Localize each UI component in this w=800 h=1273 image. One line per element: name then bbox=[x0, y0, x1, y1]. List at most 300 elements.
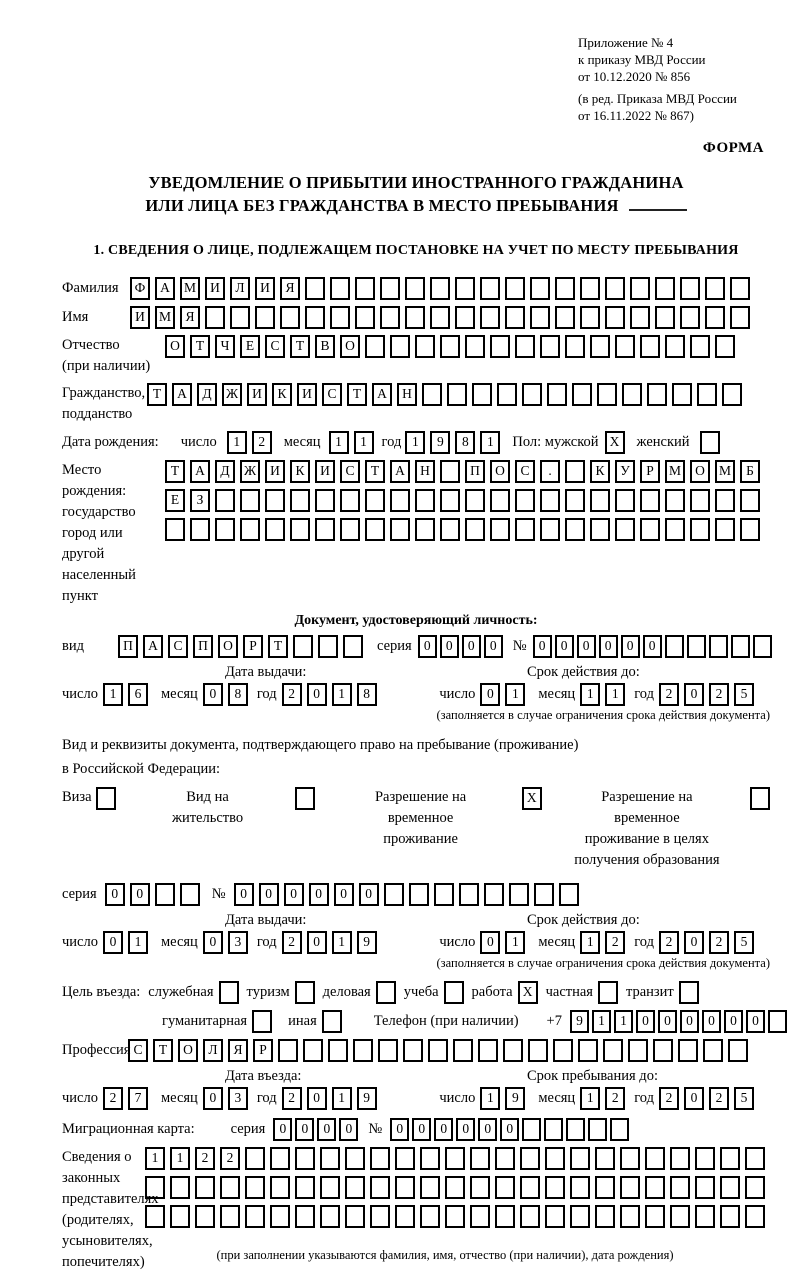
form-cell[interactable]: Р bbox=[243, 635, 263, 658]
form-cell[interactable] bbox=[328, 1039, 348, 1062]
form-cell[interactable] bbox=[645, 1147, 665, 1170]
form-cell[interactable] bbox=[565, 460, 585, 483]
form-cell[interactable]: 0 bbox=[273, 1118, 292, 1141]
form-cell[interactable]: 0 bbox=[555, 635, 574, 658]
form-cell[interactable] bbox=[534, 883, 554, 906]
form-cell[interactable]: К bbox=[290, 460, 310, 483]
form-cell[interactable]: П bbox=[118, 635, 138, 658]
form-cell[interactable]: 9 bbox=[357, 931, 377, 954]
form-cell[interactable]: О bbox=[690, 460, 710, 483]
form-cell[interactable] bbox=[768, 1010, 787, 1033]
form-cell[interactable] bbox=[205, 306, 225, 329]
form-cell[interactable]: 9 bbox=[430, 431, 450, 454]
form-cell[interactable] bbox=[440, 335, 460, 358]
form-cell[interactable] bbox=[395, 1147, 415, 1170]
form-cell[interactable]: К bbox=[590, 460, 610, 483]
form-cell[interactable]: 0 bbox=[390, 1118, 409, 1141]
form-cell[interactable]: 1 bbox=[145, 1147, 165, 1170]
form-cell[interactable] bbox=[580, 306, 600, 329]
form-cell[interactable]: С bbox=[128, 1039, 148, 1062]
form-cell[interactable] bbox=[680, 306, 700, 329]
form-cell[interactable]: 2 bbox=[709, 931, 729, 954]
form-cell[interactable]: К bbox=[272, 383, 292, 406]
form-cell[interactable]: 0 bbox=[130, 883, 150, 906]
form-cell[interactable] bbox=[745, 1147, 765, 1170]
form-cell[interactable] bbox=[220, 1176, 240, 1199]
form-cell[interactable]: 9 bbox=[570, 1010, 589, 1033]
form-cell[interactable] bbox=[295, 787, 315, 810]
form-cell[interactable] bbox=[670, 1147, 690, 1170]
form-cell[interactable] bbox=[293, 635, 313, 658]
form-cell[interactable] bbox=[384, 883, 404, 906]
form-cell[interactable] bbox=[515, 489, 535, 512]
form-cell[interactable]: Н bbox=[415, 460, 435, 483]
form-cell[interactable]: Д bbox=[215, 460, 235, 483]
form-cell[interactable] bbox=[345, 1205, 365, 1228]
form-cell[interactable]: 5 bbox=[734, 683, 754, 706]
form-cell[interactable] bbox=[190, 518, 210, 541]
form-cell[interactable] bbox=[590, 518, 610, 541]
form-cell[interactable] bbox=[640, 518, 660, 541]
form-cell[interactable] bbox=[615, 518, 635, 541]
form-cell[interactable] bbox=[295, 1205, 315, 1228]
form-cell[interactable]: X bbox=[522, 787, 542, 810]
form-cell[interactable]: И bbox=[315, 460, 335, 483]
form-cell[interactable] bbox=[570, 1205, 590, 1228]
form-cell[interactable] bbox=[605, 277, 625, 300]
form-cell[interactable]: X bbox=[605, 431, 625, 454]
form-cell[interactable] bbox=[703, 1039, 723, 1062]
form-cell[interactable] bbox=[445, 1205, 465, 1228]
form-cell[interactable] bbox=[603, 1039, 623, 1062]
form-cell[interactable]: И bbox=[247, 383, 267, 406]
form-cell[interactable]: 0 bbox=[284, 883, 304, 906]
form-cell[interactable]: 1 bbox=[505, 683, 525, 706]
form-cell[interactable]: В bbox=[315, 335, 335, 358]
form-cell[interactable] bbox=[330, 277, 350, 300]
form-cell[interactable] bbox=[645, 1176, 665, 1199]
form-cell[interactable]: Я bbox=[180, 306, 200, 329]
form-cell[interactable] bbox=[230, 306, 250, 329]
form-cell[interactable] bbox=[578, 1039, 598, 1062]
form-cell[interactable]: С bbox=[340, 460, 360, 483]
form-cell[interactable]: 0 bbox=[599, 635, 618, 658]
form-cell[interactable] bbox=[270, 1147, 290, 1170]
form-cell[interactable] bbox=[420, 1176, 440, 1199]
form-cell[interactable] bbox=[480, 306, 500, 329]
form-cell[interactable] bbox=[415, 489, 435, 512]
form-cell[interactable] bbox=[565, 518, 585, 541]
form-cell[interactable]: X bbox=[518, 981, 538, 1004]
form-cell[interactable]: 0 bbox=[440, 635, 459, 658]
form-cell[interactable]: 9 bbox=[357, 1087, 377, 1110]
form-cell[interactable]: О bbox=[165, 335, 185, 358]
form-cell[interactable] bbox=[330, 306, 350, 329]
form-cell[interactable] bbox=[390, 489, 410, 512]
form-cell[interactable]: Н bbox=[397, 383, 417, 406]
form-cell[interactable]: 0 bbox=[658, 1010, 677, 1033]
form-cell[interactable] bbox=[415, 335, 435, 358]
form-cell[interactable]: 5 bbox=[734, 931, 754, 954]
form-cell[interactable] bbox=[530, 277, 550, 300]
form-cell[interactable]: Л bbox=[230, 277, 250, 300]
form-cell[interactable]: 0 bbox=[105, 883, 125, 906]
form-cell[interactable]: 6 bbox=[128, 683, 148, 706]
form-cell[interactable] bbox=[728, 1039, 748, 1062]
form-cell[interactable]: 8 bbox=[357, 683, 377, 706]
form-cell[interactable]: 2 bbox=[282, 1087, 302, 1110]
form-cell[interactable] bbox=[595, 1147, 615, 1170]
form-cell[interactable]: 0 bbox=[309, 883, 329, 906]
form-cell[interactable] bbox=[422, 383, 442, 406]
form-cell[interactable]: 1 bbox=[480, 431, 500, 454]
form-cell[interactable]: 2 bbox=[659, 683, 679, 706]
form-cell[interactable]: 0 bbox=[684, 931, 704, 954]
form-cell[interactable]: 0 bbox=[480, 931, 500, 954]
form-cell[interactable] bbox=[610, 1118, 629, 1141]
form-cell[interactable] bbox=[590, 335, 610, 358]
form-cell[interactable] bbox=[505, 306, 525, 329]
form-cell[interactable]: 0 bbox=[484, 635, 503, 658]
form-cell[interactable] bbox=[565, 489, 585, 512]
form-cell[interactable] bbox=[522, 383, 542, 406]
form-cell[interactable] bbox=[459, 883, 479, 906]
form-cell[interactable] bbox=[545, 1205, 565, 1228]
form-cell[interactable]: И bbox=[255, 277, 275, 300]
form-cell[interactable] bbox=[320, 1205, 340, 1228]
form-cell[interactable] bbox=[355, 277, 375, 300]
form-cell[interactable]: С bbox=[168, 635, 188, 658]
form-cell[interactable] bbox=[715, 335, 735, 358]
form-cell[interactable]: 0 bbox=[307, 683, 327, 706]
form-cell[interactable] bbox=[145, 1176, 165, 1199]
form-cell[interactable]: 0 bbox=[456, 1118, 475, 1141]
form-cell[interactable] bbox=[270, 1205, 290, 1228]
form-cell[interactable] bbox=[470, 1176, 490, 1199]
form-cell[interactable] bbox=[715, 518, 735, 541]
form-cell[interactable] bbox=[370, 1176, 390, 1199]
form-cell[interactable]: Ж bbox=[240, 460, 260, 483]
form-cell[interactable] bbox=[490, 335, 510, 358]
form-cell[interactable] bbox=[590, 489, 610, 512]
form-cell[interactable] bbox=[665, 518, 685, 541]
form-cell[interactable] bbox=[340, 518, 360, 541]
form-cell[interactable]: 1 bbox=[592, 1010, 611, 1033]
form-cell[interactable] bbox=[497, 383, 517, 406]
form-cell[interactable] bbox=[365, 489, 385, 512]
form-cell[interactable] bbox=[318, 635, 338, 658]
form-cell[interactable]: 0 bbox=[203, 683, 223, 706]
form-cell[interactable] bbox=[453, 1039, 473, 1062]
form-cell[interactable] bbox=[255, 306, 275, 329]
form-cell[interactable] bbox=[365, 518, 385, 541]
form-cell[interactable] bbox=[715, 489, 735, 512]
form-cell[interactable] bbox=[252, 1010, 272, 1033]
form-cell[interactable]: А bbox=[372, 383, 392, 406]
form-cell[interactable] bbox=[540, 489, 560, 512]
form-cell[interactable] bbox=[620, 1205, 640, 1228]
form-cell[interactable]: 0 bbox=[621, 635, 640, 658]
form-cell[interactable] bbox=[570, 1176, 590, 1199]
form-cell[interactable] bbox=[245, 1205, 265, 1228]
form-cell[interactable] bbox=[395, 1205, 415, 1228]
form-cell[interactable] bbox=[240, 518, 260, 541]
form-cell[interactable]: 5 bbox=[734, 1087, 754, 1110]
form-cell[interactable]: 2 bbox=[709, 1087, 729, 1110]
form-cell[interactable]: 2 bbox=[282, 683, 302, 706]
form-cell[interactable]: 2 bbox=[282, 931, 302, 954]
form-cell[interactable] bbox=[670, 1176, 690, 1199]
form-cell[interactable] bbox=[378, 1039, 398, 1062]
form-cell[interactable] bbox=[220, 1205, 240, 1228]
form-cell[interactable] bbox=[559, 883, 579, 906]
form-cell[interactable]: 0 bbox=[334, 883, 354, 906]
form-cell[interactable] bbox=[740, 518, 760, 541]
form-cell[interactable] bbox=[505, 277, 525, 300]
form-cell[interactable] bbox=[697, 383, 717, 406]
form-cell[interactable] bbox=[615, 489, 635, 512]
form-cell[interactable]: 0 bbox=[684, 1087, 704, 1110]
form-cell[interactable] bbox=[219, 981, 239, 1004]
form-cell[interactable]: 2 bbox=[659, 1087, 679, 1110]
form-cell[interactable]: 0 bbox=[434, 1118, 453, 1141]
form-cell[interactable] bbox=[720, 1176, 740, 1199]
form-cell[interactable] bbox=[403, 1039, 423, 1062]
form-cell[interactable]: 0 bbox=[462, 635, 481, 658]
form-cell[interactable]: 0 bbox=[684, 683, 704, 706]
form-cell[interactable] bbox=[380, 306, 400, 329]
form-cell[interactable] bbox=[495, 1205, 515, 1228]
form-cell[interactable]: О bbox=[218, 635, 238, 658]
form-cell[interactable]: 2 bbox=[252, 431, 272, 454]
form-cell[interactable]: Т bbox=[290, 335, 310, 358]
form-cell[interactable] bbox=[720, 1147, 740, 1170]
form-cell[interactable] bbox=[540, 518, 560, 541]
form-cell[interactable]: 0 bbox=[643, 635, 662, 658]
form-cell[interactable] bbox=[215, 489, 235, 512]
form-cell[interactable] bbox=[470, 1147, 490, 1170]
form-cell[interactable] bbox=[96, 787, 116, 810]
form-cell[interactable]: 8 bbox=[228, 683, 248, 706]
form-cell[interactable]: А bbox=[155, 277, 175, 300]
form-cell[interactable] bbox=[315, 518, 335, 541]
form-cell[interactable] bbox=[340, 489, 360, 512]
form-cell[interactable] bbox=[315, 489, 335, 512]
form-cell[interactable] bbox=[731, 635, 750, 658]
form-cell[interactable]: 0 bbox=[680, 1010, 699, 1033]
form-cell[interactable] bbox=[647, 383, 667, 406]
form-cell[interactable] bbox=[290, 489, 310, 512]
form-cell[interactable]: М bbox=[155, 306, 175, 329]
form-cell[interactable] bbox=[370, 1147, 390, 1170]
form-cell[interactable] bbox=[365, 335, 385, 358]
form-cell[interactable]: 0 bbox=[412, 1118, 431, 1141]
form-cell[interactable] bbox=[740, 489, 760, 512]
form-cell[interactable]: Я bbox=[280, 277, 300, 300]
form-cell[interactable]: 1 bbox=[332, 683, 352, 706]
form-cell[interactable] bbox=[265, 489, 285, 512]
form-cell[interactable]: О bbox=[490, 460, 510, 483]
form-cell[interactable] bbox=[303, 1039, 323, 1062]
form-cell[interactable]: 0 bbox=[234, 883, 254, 906]
form-cell[interactable] bbox=[440, 489, 460, 512]
form-cell[interactable]: О bbox=[340, 335, 360, 358]
form-cell[interactable] bbox=[295, 981, 315, 1004]
form-cell[interactable] bbox=[630, 306, 650, 329]
form-cell[interactable] bbox=[580, 277, 600, 300]
form-cell[interactable] bbox=[622, 383, 642, 406]
form-cell[interactable] bbox=[409, 883, 429, 906]
form-cell[interactable] bbox=[405, 306, 425, 329]
form-cell[interactable] bbox=[687, 635, 706, 658]
form-cell[interactable] bbox=[515, 335, 535, 358]
form-cell[interactable] bbox=[430, 277, 450, 300]
form-cell[interactable]: 2 bbox=[709, 683, 729, 706]
form-cell[interactable] bbox=[565, 335, 585, 358]
form-cell[interactable] bbox=[320, 1176, 340, 1199]
form-cell[interactable]: А bbox=[143, 635, 163, 658]
form-cell[interactable] bbox=[672, 383, 692, 406]
form-cell[interactable] bbox=[597, 383, 617, 406]
form-cell[interactable]: 3 bbox=[228, 931, 248, 954]
form-cell[interactable]: Т bbox=[190, 335, 210, 358]
form-cell[interactable] bbox=[509, 883, 529, 906]
form-cell[interactable]: 2 bbox=[103, 1087, 123, 1110]
form-cell[interactable] bbox=[665, 635, 684, 658]
form-cell[interactable] bbox=[679, 981, 699, 1004]
form-cell[interactable]: Т bbox=[365, 460, 385, 483]
form-cell[interactable] bbox=[640, 335, 660, 358]
form-cell[interactable] bbox=[490, 489, 510, 512]
form-cell[interactable]: 0 bbox=[203, 1087, 223, 1110]
form-cell[interactable] bbox=[420, 1147, 440, 1170]
form-cell[interactable] bbox=[322, 1010, 342, 1033]
form-cell[interactable]: 0 bbox=[702, 1010, 721, 1033]
form-cell[interactable] bbox=[745, 1205, 765, 1228]
form-cell[interactable]: 1 bbox=[580, 683, 600, 706]
form-cell[interactable] bbox=[700, 431, 720, 454]
form-cell[interactable] bbox=[753, 635, 772, 658]
form-cell[interactable] bbox=[615, 335, 635, 358]
form-cell[interactable] bbox=[530, 306, 550, 329]
form-cell[interactable]: С bbox=[265, 335, 285, 358]
form-cell[interactable]: 1 bbox=[505, 931, 525, 954]
form-cell[interactable]: О bbox=[178, 1039, 198, 1062]
form-cell[interactable] bbox=[395, 1176, 415, 1199]
form-cell[interactable] bbox=[680, 277, 700, 300]
form-cell[interactable] bbox=[605, 306, 625, 329]
form-cell[interactable]: 1 bbox=[405, 431, 425, 454]
form-cell[interactable] bbox=[545, 1147, 565, 1170]
form-cell[interactable] bbox=[544, 1118, 563, 1141]
form-cell[interactable] bbox=[390, 335, 410, 358]
form-cell[interactable]: 2 bbox=[220, 1147, 240, 1170]
form-cell[interactable] bbox=[553, 1039, 573, 1062]
form-cell[interactable]: 0 bbox=[317, 1118, 336, 1141]
form-cell[interactable]: Т bbox=[153, 1039, 173, 1062]
form-cell[interactable] bbox=[570, 1147, 590, 1170]
form-cell[interactable] bbox=[428, 1039, 448, 1062]
form-cell[interactable] bbox=[447, 383, 467, 406]
form-cell[interactable]: . bbox=[540, 460, 560, 483]
form-cell[interactable] bbox=[595, 1205, 615, 1228]
form-cell[interactable] bbox=[376, 981, 396, 1004]
form-cell[interactable] bbox=[490, 518, 510, 541]
form-cell[interactable] bbox=[343, 635, 363, 658]
form-cell[interactable]: 1 bbox=[227, 431, 247, 454]
form-cell[interactable] bbox=[705, 306, 725, 329]
form-cell[interactable]: Т bbox=[147, 383, 167, 406]
form-cell[interactable] bbox=[195, 1176, 215, 1199]
form-cell[interactable] bbox=[515, 518, 535, 541]
form-cell[interactable] bbox=[455, 306, 475, 329]
form-cell[interactable] bbox=[628, 1039, 648, 1062]
form-cell[interactable] bbox=[705, 277, 725, 300]
form-cell[interactable]: М bbox=[180, 277, 200, 300]
form-cell[interactable] bbox=[180, 883, 200, 906]
form-cell[interactable] bbox=[165, 518, 185, 541]
form-cell[interactable] bbox=[588, 1118, 607, 1141]
form-cell[interactable]: 0 bbox=[103, 931, 123, 954]
form-cell[interactable]: 1 bbox=[103, 683, 123, 706]
form-cell[interactable] bbox=[420, 1205, 440, 1228]
form-cell[interactable]: И bbox=[265, 460, 285, 483]
form-cell[interactable] bbox=[547, 383, 567, 406]
form-cell[interactable] bbox=[522, 1118, 541, 1141]
form-cell[interactable]: 1 bbox=[170, 1147, 190, 1170]
form-cell[interactable]: 0 bbox=[724, 1010, 743, 1033]
form-cell[interactable]: Т bbox=[268, 635, 288, 658]
form-cell[interactable] bbox=[195, 1205, 215, 1228]
form-cell[interactable] bbox=[215, 518, 235, 541]
form-cell[interactable]: 1 bbox=[580, 1087, 600, 1110]
form-cell[interactable] bbox=[555, 306, 575, 329]
form-cell[interactable]: 0 bbox=[295, 1118, 314, 1141]
form-cell[interactable] bbox=[170, 1176, 190, 1199]
form-cell[interactable]: Т bbox=[347, 383, 367, 406]
form-cell[interactable] bbox=[170, 1205, 190, 1228]
form-cell[interactable] bbox=[380, 277, 400, 300]
form-cell[interactable]: 1 bbox=[354, 431, 374, 454]
form-cell[interactable] bbox=[630, 277, 650, 300]
form-cell[interactable]: Р bbox=[640, 460, 660, 483]
form-cell[interactable] bbox=[390, 518, 410, 541]
form-cell[interactable] bbox=[480, 277, 500, 300]
form-cell[interactable]: Д bbox=[197, 383, 217, 406]
form-cell[interactable] bbox=[690, 335, 710, 358]
form-cell[interactable] bbox=[305, 306, 325, 329]
form-cell[interactable]: 0 bbox=[203, 931, 223, 954]
form-cell[interactable] bbox=[320, 1147, 340, 1170]
form-cell[interactable] bbox=[465, 489, 485, 512]
form-cell[interactable]: 1 bbox=[614, 1010, 633, 1033]
form-cell[interactable] bbox=[555, 277, 575, 300]
form-cell[interactable]: 8 bbox=[455, 431, 475, 454]
form-cell[interactable]: Ф bbox=[130, 277, 150, 300]
form-cell[interactable] bbox=[370, 1205, 390, 1228]
form-cell[interactable] bbox=[245, 1147, 265, 1170]
form-cell[interactable] bbox=[465, 518, 485, 541]
form-cell[interactable]: 3 bbox=[228, 1087, 248, 1110]
form-cell[interactable] bbox=[455, 277, 475, 300]
form-cell[interactable] bbox=[655, 277, 675, 300]
form-cell[interactable] bbox=[295, 1147, 315, 1170]
form-cell[interactable] bbox=[355, 306, 375, 329]
form-cell[interactable]: 2 bbox=[605, 1087, 625, 1110]
form-cell[interactable]: А bbox=[390, 460, 410, 483]
form-cell[interactable]: А bbox=[190, 460, 210, 483]
form-cell[interactable]: Ж bbox=[222, 383, 242, 406]
